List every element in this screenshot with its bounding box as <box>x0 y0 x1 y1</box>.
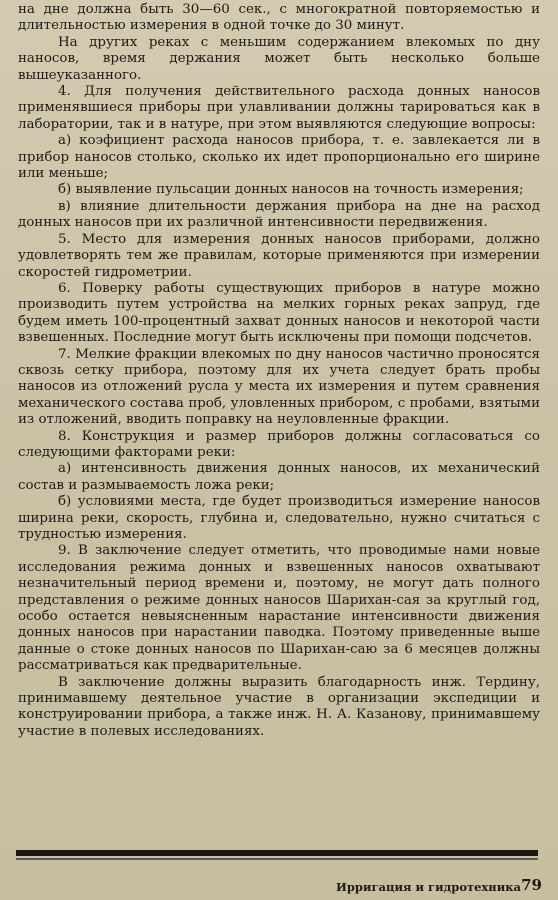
paragraph-7: 6. Поверку работы существующих приборов в натуре можно производить путем устройства на мелких горных реках запруд, где будем иметь 100-процентный захват донных наносов и некоторой части взвешенных. Последние могут быть исключены при помощи подсчетов. <box>18 280 540 346</box>
paragraph-2: 4. Для получения действительного расхода донных наносов применявшиеся приборы при улавливании должны тарироваться как в лаборатории, так и в натуре, при этом выявляются следующие вопросы: <box>18 84 540 132</box>
footer-rule <box>16 850 538 856</box>
paragraph-4: б) выявление пульсации донных наносов на точность измерения; <box>58 182 524 198</box>
paragraph-3: а) коэфициент расхода наносов прибора, т. е. завлекается ли в прибор наносов столько, сколько их идет пропорционально его ширине или меньше; <box>18 133 540 182</box>
paragraph-11: б) условиями места, где будет производиться измерение наносов ширина реки, скорость, глубина и, следовательно, нужно считаться с трудностью измерения. <box>18 494 540 542</box>
paragraph-6: 5. Место для измерения донных наносов приборами, должно удовлетворять тем же правилам, которые применяются при измерении скоростей гидрометрии. <box>18 231 540 280</box>
page-number: 79 <box>521 876 542 894</box>
paragraph-8: 7. Мелкие фракции влекомых по дну наносов частично проносятся сквозь сетку прибора, поэтому для их учета следует брать пробы наносов из отложений русла у места их измерения и путем сравнения механического состава проб, уловленных прибором, с пробами, взятыми из отложений, вводить поправку на неуловленные фракции. <box>18 346 540 428</box>
footer-rule-thin <box>16 858 538 860</box>
paragraph-9: 8. Конструкция и размер приборов должны согласоваться со следующими факторами реки: <box>18 428 540 460</box>
paragraph-0: на дне должна быть 30—60 сек., с многократной повторяемостью и длительностью измерения в одной точке до 30 минут. <box>18 2 540 34</box>
paragraph-13: В заключение должны выразить благодарность инж. Тердину, принимавшему деятельное участие в организации экспедиции и конструировании прибора, а также инж. Н. А. Казанову, принимавшему участие в полевых исследованиях. <box>18 674 540 739</box>
paragraph-12: 9. В заключение следует отметить, что проводимые нами новые исследования режима донных и взвешенных наносов охватывают незначительный период времени и, поэтому, не могут дать полного представления о режиме донных наносов Шарихан-сая за круглый год, особо остается невыясненным нарастание интенсивности движения донных наносов при нарастании паводка. Поэтому приведенные выше данные о стоке донных наносов по Шарихан-саю за 6 месяцев должны рассматриваться как предварительные. <box>18 543 540 674</box>
paragraph-5: в) влияние длительности держания прибора на дне на расход донных наносов при их различной интенсивности передвижения. <box>18 198 540 231</box>
article-body <box>18 2 540 740</box>
paragraph-10: а) интенсивность движения донных наносов, их механический состав и размываемость ложа реки; <box>18 461 540 493</box>
journal-title: Ирригация и гидротехника <box>336 880 521 894</box>
paragraph-1: На других реках с меньшим содержанием влекомых по дну наносов, время держания может быть несколько больше вышеуказанного. <box>18 34 540 83</box>
